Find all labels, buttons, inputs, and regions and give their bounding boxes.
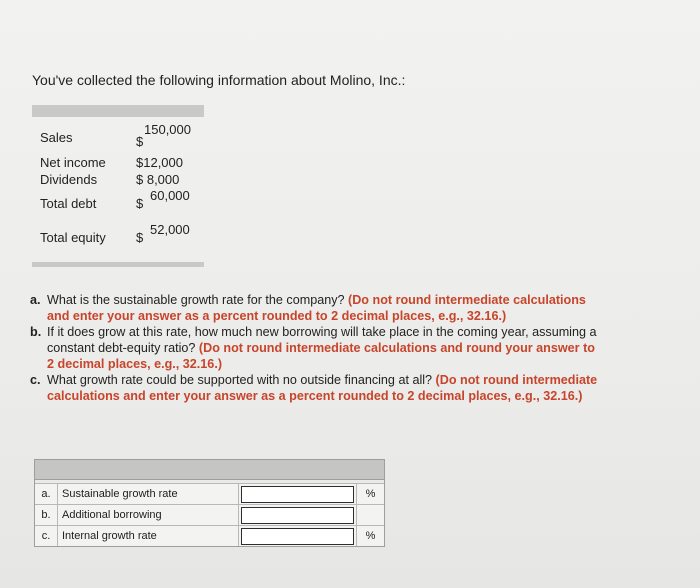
total-equity-dollar-sign: $ bbox=[136, 230, 144, 245]
dividends-value: $ 8,000 bbox=[136, 172, 180, 187]
total-equity-value: 52,000 bbox=[150, 222, 190, 237]
row-letter: a. bbox=[35, 484, 58, 504]
sales-value: 150,000 bbox=[144, 122, 191, 137]
unit-cell bbox=[357, 505, 384, 525]
question-a bbox=[30, 292, 605, 324]
net-income-value: $12,000 bbox=[136, 155, 183, 170]
question-letter: c. bbox=[30, 373, 41, 387]
answer-row-additional-borrowing bbox=[35, 504, 384, 525]
total-equity-label: Total equity bbox=[40, 230, 106, 245]
row-letter: b. bbox=[35, 505, 58, 525]
question-list bbox=[30, 292, 605, 404]
row-label: Sustainable growth rate bbox=[58, 484, 239, 504]
answer-table-header bbox=[35, 460, 384, 480]
row-letter: c. bbox=[35, 526, 58, 546]
answer-row-sustainable-growth bbox=[35, 483, 384, 504]
info-table-footer-bar bbox=[32, 262, 204, 267]
question-text: If it does grow at this rate, how much new borrowing will take place in the coming year, assuming a constant debt-equity ratio? bbox=[47, 325, 597, 355]
total-debt-label: Total debt bbox=[40, 196, 97, 211]
question-letter: b. bbox=[30, 325, 42, 339]
answer-table bbox=[34, 459, 385, 547]
sales-label: Sales bbox=[40, 130, 73, 145]
question-text: What growth rate could be supported with no outside financing at all? bbox=[47, 373, 436, 387]
row-label: Internal growth rate bbox=[58, 526, 239, 546]
answer-row-internal-growth bbox=[35, 525, 384, 546]
question-instruction: (Do not round intermediate calculations and enter your answer as a percent rounded to 2 decimal places, e.g., 32.16.) bbox=[47, 373, 598, 403]
percent-unit: % bbox=[365, 530, 376, 542]
net-income-label: Net income bbox=[40, 155, 106, 170]
total-debt-value: 60,000 bbox=[150, 188, 190, 203]
percent-unit: % bbox=[365, 488, 376, 500]
intro-text: You've collected the following information about Molino, Inc.: bbox=[32, 72, 406, 88]
internal-growth-rate-input[interactable] bbox=[241, 528, 354, 545]
question-instruction: (Do not round intermediate calculations and enter your answer as a percent rounded to 2 decimal places, e.g., 32.16.) bbox=[47, 293, 586, 323]
question-instruction: (Do not round intermediate calculations and round your answer to 2 decimal places, e.g., 32.16.) bbox=[47, 341, 595, 371]
sales-dollar-sign: $ bbox=[136, 134, 144, 149]
question-letter: a. bbox=[30, 293, 41, 307]
sustainable-growth-rate-input[interactable] bbox=[241, 486, 354, 503]
dividends-label: Dividends bbox=[40, 172, 98, 187]
total-debt-dollar-sign: $ bbox=[136, 196, 144, 211]
question-text: What is the sustainable growth rate for the company? bbox=[47, 293, 349, 307]
additional-borrowing-input[interactable] bbox=[241, 507, 354, 524]
row-label: Additional borrowing bbox=[58, 505, 239, 525]
question-b bbox=[30, 324, 605, 372]
info-table-header-bar bbox=[32, 105, 204, 117]
question-c bbox=[30, 372, 605, 404]
